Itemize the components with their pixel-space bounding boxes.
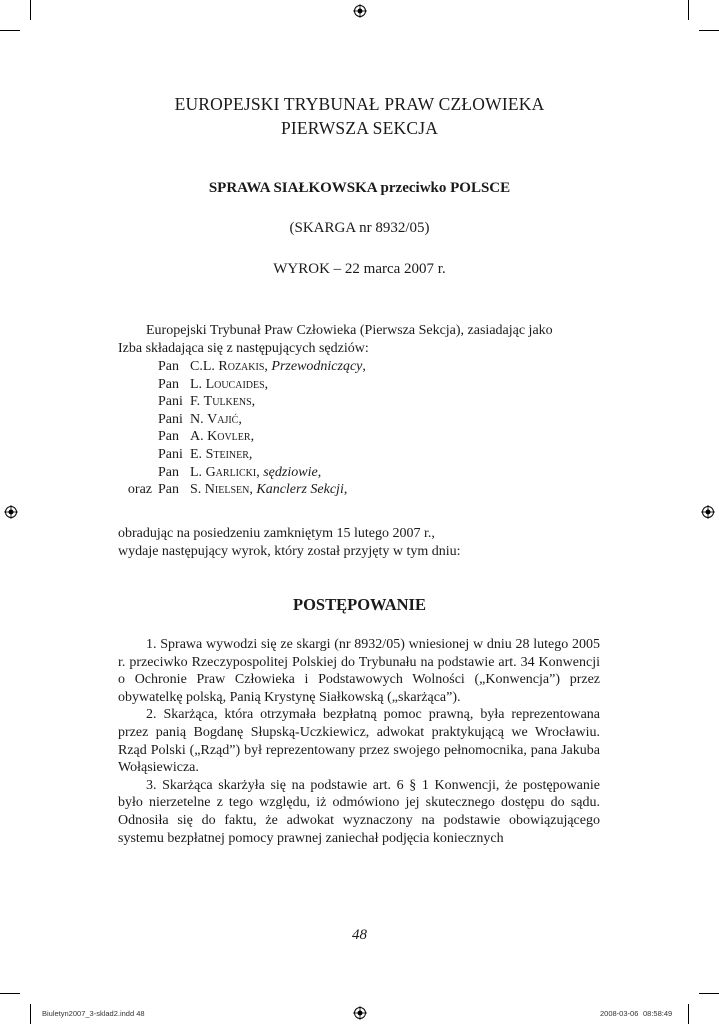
judge-prefix [118, 358, 158, 376]
section-heading: POSTĘPOWANIE [293, 595, 426, 614]
crop-mark [30, 1004, 31, 1024]
judge-name: F. Tulkens, [190, 394, 256, 410]
crop-mark [30, 0, 31, 20]
deliberation-line-1: obradując na posiedzeniu zamkniętym 15 lutego 2007 r., [118, 526, 435, 541]
judge-title: Pan [158, 429, 179, 445]
judge-initials: S. [190, 482, 202, 498]
judge-surname: Garlicki [205, 464, 257, 480]
judge-surname: Steiner [205, 446, 249, 462]
judge-initials: A. [190, 429, 204, 445]
judge-name: L. Garlicki, sędziowie, [190, 464, 322, 480]
judge-initials: C.L. [190, 359, 215, 374]
judge-prefix [118, 376, 158, 394]
registration-mark-icon [353, 4, 367, 18]
judges-list [118, 358, 366, 499]
judge-row [118, 481, 366, 499]
judge-role: Kanclerz Sekcji [256, 482, 344, 498]
judge-row [118, 411, 366, 429]
slug-date: 2008-03-06 [600, 1009, 639, 1018]
crop-mark [688, 1004, 689, 1024]
crop-mark [0, 993, 20, 994]
judge-name: E. Steiner, [190, 446, 253, 462]
judge-row [118, 358, 366, 376]
judge-role: Przewodniczący [271, 359, 363, 374]
registration-mark-icon [701, 505, 715, 519]
judge-initials: F. [190, 394, 201, 410]
paragraph: 3. Skarżąca skarżyła się na podstawie art. 6 § 1 Konwencji, że postępowanie było nierzetelne z tego względu, iż odmówiono jej skutecznego dostępu do sądu. Odnosiła się do faktu, że adwokat wyznaczony na podstawie obowiązującego systemu bezpłatnej pomocy prawnej zaniechał podjęcia koniecznych [118, 777, 600, 846]
judge-initials: L. [190, 464, 203, 480]
judge-row [118, 446, 366, 464]
case-title: SPRAWA SIAŁKOWSKA przeciwko POLSCE [208, 180, 511, 196]
judge-title: Pani [158, 394, 183, 410]
judge-title: Pan [158, 482, 179, 498]
paragraph: 2. Skarżąca, która otrzymała bezpłatną pomoc prawną, była reprezentowana przez panią Bogdanę Słupską-Uczkiewicz, adwokat praktykującą we Wrocławiu. Rząd Polski („Rząd”) był reprezentowany przez swojego pełnomocnika, pana Jakuba Wołąsiewicza. [118, 707, 600, 776]
judge-title: Pani [158, 446, 183, 462]
judge-name: L. Loucaides, [190, 376, 269, 392]
judge-initials: N. [190, 411, 204, 427]
judge-prefix [118, 411, 158, 429]
judge-title: Pan [158, 376, 179, 392]
judge-initials: E. [190, 446, 203, 462]
judge-role: sędziowie [263, 464, 318, 480]
judge-prefix [118, 428, 158, 446]
judge-row [118, 393, 366, 411]
intro-line-1: Europejski Trybunał Praw Człowieka (Pierwsza Sekcja), zasiadając jako [146, 323, 553, 338]
slug-file: Biuletyn2007_3-sklad2.indd 48 [42, 1009, 145, 1018]
registration-mark-icon [353, 1006, 367, 1020]
judge-prefix [118, 393, 158, 411]
judge-surname: Vajić [207, 411, 239, 427]
judge-prefix: oraz [127, 482, 152, 498]
crop-mark [688, 0, 689, 20]
judge-row [118, 428, 366, 446]
slug-time: 08:58:49 [643, 1009, 673, 1018]
paragraph: 1. Sprawa wywodzi się ze skargi (nr 8932/05) wniesionej w dniu 28 lutego 2005 r. przeciwko Rzeczypospolitej Polskiej do Trybunału na podstawie art. 34 Konwencji o Ochronie Praw Człowieka i Podstawowych Wolności („Konwencja”) przez obywatelkę polską, Panią Krystynę Siałkowską („skarżąca”). [118, 637, 600, 705]
crop-mark [0, 30, 20, 31]
crop-mark [699, 30, 719, 31]
section-name: PIERWSZA SEKCJA [280, 118, 439, 138]
deliberation-line-2: wydaje następujący wyrok, który został przyjęty w tym dniu: [118, 544, 461, 559]
registration-mark-icon [4, 505, 18, 519]
judge-prefix [118, 446, 158, 464]
judge-title: Pani [158, 411, 183, 427]
judge-title: Pan [158, 464, 179, 480]
page-number: 48 [352, 927, 367, 943]
procedure-paragraphs [118, 636, 600, 847]
application-number: (SKARGA nr 8932/05) [289, 220, 430, 236]
judge-prefix [118, 464, 158, 482]
judge-name: N. Vajić, [190, 411, 242, 427]
judge-surname: Kovler [207, 429, 251, 445]
judge-name: S. Nielsen, Kanclerz Sekcji, [190, 482, 348, 498]
judge-surname: Rozakis [218, 359, 265, 374]
judge-initials: L. [190, 376, 203, 392]
judge-surname: Loucaides [205, 376, 265, 392]
judge-name: C.L. Rozakis, Przewodniczący, [190, 359, 366, 374]
judge-name: A. Kovler, [190, 429, 255, 445]
intro-line-2: Izba składająca się z następujących sędziów: [118, 341, 369, 356]
judge-surname: Nielsen [204, 482, 250, 498]
judgment-date: WYROK – 22 marca 2007 r. [273, 261, 446, 277]
judge-title: Pan [158, 359, 179, 374]
judge-row [118, 464, 366, 482]
court-name: EUROPEJSKI TRYBUNAŁ PRAW CZŁOWIEKA [174, 94, 545, 114]
judge-surname: Tulkens [203, 394, 252, 410]
judge-row [118, 376, 366, 394]
crop-mark [699, 993, 719, 994]
